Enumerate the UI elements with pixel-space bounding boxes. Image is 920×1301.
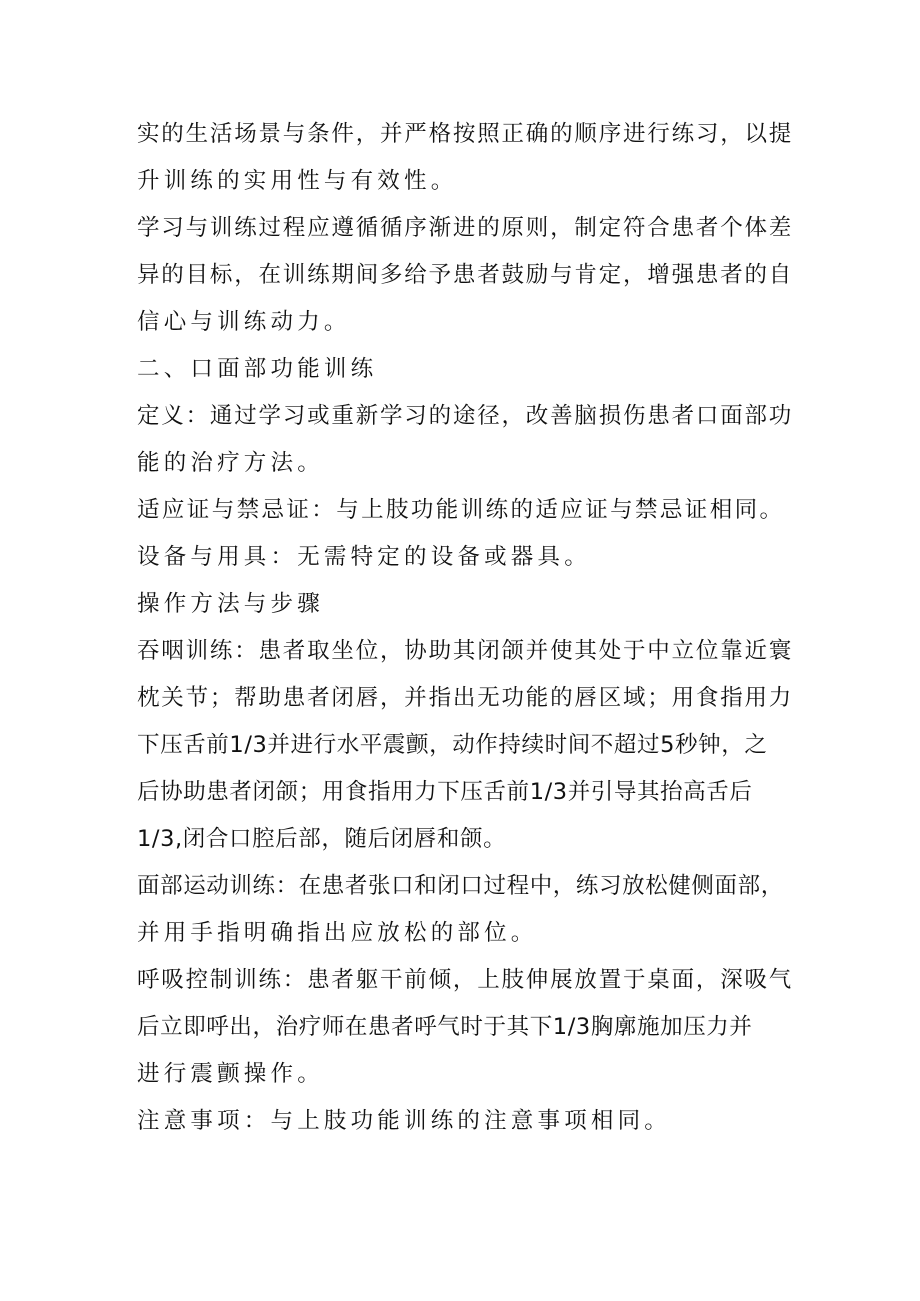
subheading: 操作方法与步骤 (137, 591, 324, 617)
paragraph-line: 实的生活场景与条件，并严格按照正确的顺序进行练习，以提 (137, 121, 794, 147)
paragraph-line: 注意事项：与上肢功能训练的注意事项相同。 (137, 1108, 672, 1134)
paragraph-line: 枕关节；帮助患者闭唇，并指出无功能的唇区域；用食指用力 (137, 685, 794, 711)
paragraph-line: 后协助患者闭颌；用食指用力下压舌前1/3并引导其抬高舌后 (137, 779, 753, 805)
section-heading: 二、口面部功能训练 (137, 356, 378, 382)
paragraph-line: 能的治疗方法。 (137, 450, 324, 476)
paragraph-line: 进行震颤操作。 (137, 1061, 324, 1087)
paragraph-line: 升训练的实用性与有效性。 (137, 168, 458, 194)
paragraph-line: 后立即呼出，治疗师在患者呼气时于其下1/3胸廓施加压力并 (137, 1014, 753, 1040)
paragraph-line: 定义：通过学习或重新学习的途径，改善脑损伤患者口面部功 (137, 403, 794, 429)
paragraph-line: 吞咽训练：患者取坐位，协助其闭颌并使其处于中立位靠近寰 (137, 638, 794, 664)
paragraph-line: 设备与用具：无需特定的设备或器具。 (137, 544, 591, 570)
paragraph-line: 1/3,闭合口腔后部，随后闭唇和颌。 (137, 826, 507, 852)
document-body (137, 111, 797, 1145)
paragraph-line: 异的目标，在训练期间多给予患者鼓励与肯定，增强患者的自 (137, 262, 794, 288)
paragraph-line: 适应证与禁忌证：与上肢功能训练的适应证与禁忌证相同。 (137, 497, 785, 523)
paragraph-line: 信心与训练动力。 (137, 309, 351, 335)
paragraph-line: 呼吸控制训练：患者躯干前倾，上肢伸展放置于桌面，深吸气 (137, 967, 794, 993)
paragraph-line: 并用手指明确指出应放松的部位。 (137, 920, 538, 946)
paragraph-line: 面部运动训练：在患者张口和闭口过程中，练习放松健侧面部， (137, 873, 784, 899)
paragraph-line: 下压舌前1/3并进行水平震颤，动作持续时间不超过5秒钟，之 (137, 732, 768, 758)
paragraph-line: 学习与训练过程应遵循循序渐进的原则，制定符合患者个体差 (137, 215, 794, 241)
